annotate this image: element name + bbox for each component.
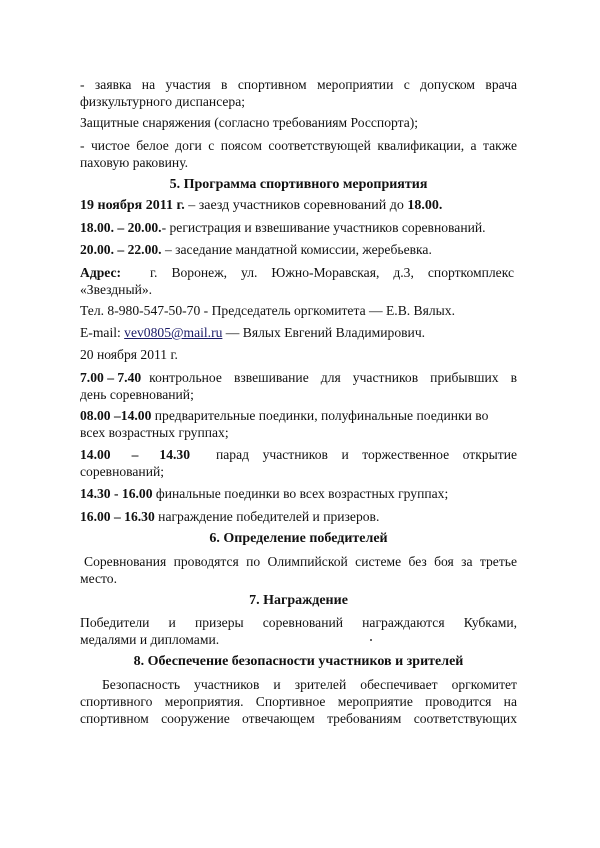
parade-text: парад участников и торжественное открытие bbox=[216, 447, 517, 462]
schedule-row-registration bbox=[80, 219, 517, 236]
awards-text: награждение победителей и призеров. bbox=[154, 509, 380, 524]
weighin-text: контрольное взвешивание для участников прибывших в bbox=[149, 370, 517, 385]
section-6-heading: 6. Определение победителей bbox=[209, 531, 388, 546]
finals-text: финальные поединки во всех возрастных группах; bbox=[152, 486, 449, 501]
registration-text: - регистрация и взвешивание участников соревнований. bbox=[161, 220, 486, 235]
registration-time: 18.00. – 20.00. bbox=[80, 220, 162, 235]
prelim-text: предварительные поединки, полуфинальные поединки во bbox=[151, 408, 489, 423]
arrival-text: – заезд участников соревнований до bbox=[184, 198, 408, 213]
schedule-prelim-line-2: всех возрастных группах; bbox=[80, 425, 229, 440]
email-link[interactable]: vev0805@mail.ru bbox=[124, 325, 223, 340]
awards-time: 16.00 – 16.30 bbox=[80, 509, 155, 524]
schedule-weighin-line-2: день соревнований; bbox=[80, 387, 194, 402]
section-7-heading: 7. Награждение bbox=[249, 593, 348, 608]
section-8-line-1: Безопасность участников и зрителей обеспечивает оргкомитет bbox=[102, 677, 517, 692]
intro-line-3: Защитные снаряжения (согласно требованиям Росспорта); bbox=[80, 115, 419, 130]
section-7-line-1: Победители и призеры соревнований награждаются Кубками, bbox=[80, 615, 517, 630]
schedule-prelim-line-1 bbox=[80, 407, 517, 424]
schedule-row-commission bbox=[80, 241, 517, 258]
intro-line-5: паховую раковину. bbox=[80, 155, 189, 170]
section-8-heading: 8. Обеспечение безопасности участников и зрителей bbox=[133, 654, 464, 669]
schedule-row-arrival bbox=[80, 197, 517, 214]
section-5-heading: 5. Программа спортивного мероприятия bbox=[169, 177, 428, 192]
section-8-line-2: спортивного мероприятия. Спортивное мероприятие проводится на bbox=[80, 694, 517, 709]
phone-line: Тел. 8-980-547-50-70 - Председатель оргкомитета — Е.В. Вялых. bbox=[80, 303, 455, 318]
parade-time: 14.00 – 14.30 bbox=[80, 447, 190, 462]
arrival-date: 19 ноября 2011 г. bbox=[80, 198, 185, 213]
commission-text: – заседание мандатной комиссии, жеребьевка. bbox=[161, 242, 432, 257]
schedule-finals bbox=[80, 485, 517, 502]
address-label: Адрес: bbox=[80, 265, 122, 280]
intro-line-4: - чистое белое доги с поясом соответствующей квалификации, а также bbox=[80, 138, 517, 153]
email-suffix: — Вялых Евгений Владимирович. bbox=[222, 325, 426, 340]
address-line-1 bbox=[80, 264, 517, 281]
stray-dot bbox=[370, 639, 372, 641]
intro-line-2: физкультурного диспансера; bbox=[80, 94, 246, 109]
schedule-parade-line-1 bbox=[80, 446, 517, 463]
schedule-weighin-line-1 bbox=[80, 369, 517, 386]
section-8-line-3: спортивном сооружение отвечающем требованиям соответствующих bbox=[80, 711, 517, 726]
finals-time: 14.30 - 16.00 bbox=[80, 486, 153, 501]
arrival-time: 18.00. bbox=[407, 198, 443, 213]
address-line-2: «Звездный». bbox=[80, 282, 153, 297]
intro-line-1: - заявка на участия в спортивном мероприятии с допуском врача bbox=[80, 77, 517, 92]
section-6-line-2: место. bbox=[80, 571, 117, 586]
weighin-time: 7.00 – 7.40 bbox=[80, 370, 142, 385]
email-prefix: E-mail: bbox=[80, 325, 125, 340]
day-two-date: 20 ноября 2011 г. bbox=[80, 347, 178, 362]
schedule-parade-line-2: соревнований; bbox=[80, 464, 165, 479]
email-line bbox=[80, 324, 517, 341]
prelim-time: 08.00 –14.00 bbox=[80, 408, 152, 423]
commission-time: 20.00. – 22.00. bbox=[80, 242, 162, 257]
schedule-awards bbox=[80, 508, 517, 525]
address-text: г. Воронеж, ул. Южно-Моравская, д.3, спорткомплекс bbox=[150, 265, 514, 280]
section-6-line-1: Соревнования проводятся по Олимпийской системе без боя за третье bbox=[84, 554, 517, 569]
section-7-line-2: медалями и дипломами. bbox=[80, 632, 220, 647]
